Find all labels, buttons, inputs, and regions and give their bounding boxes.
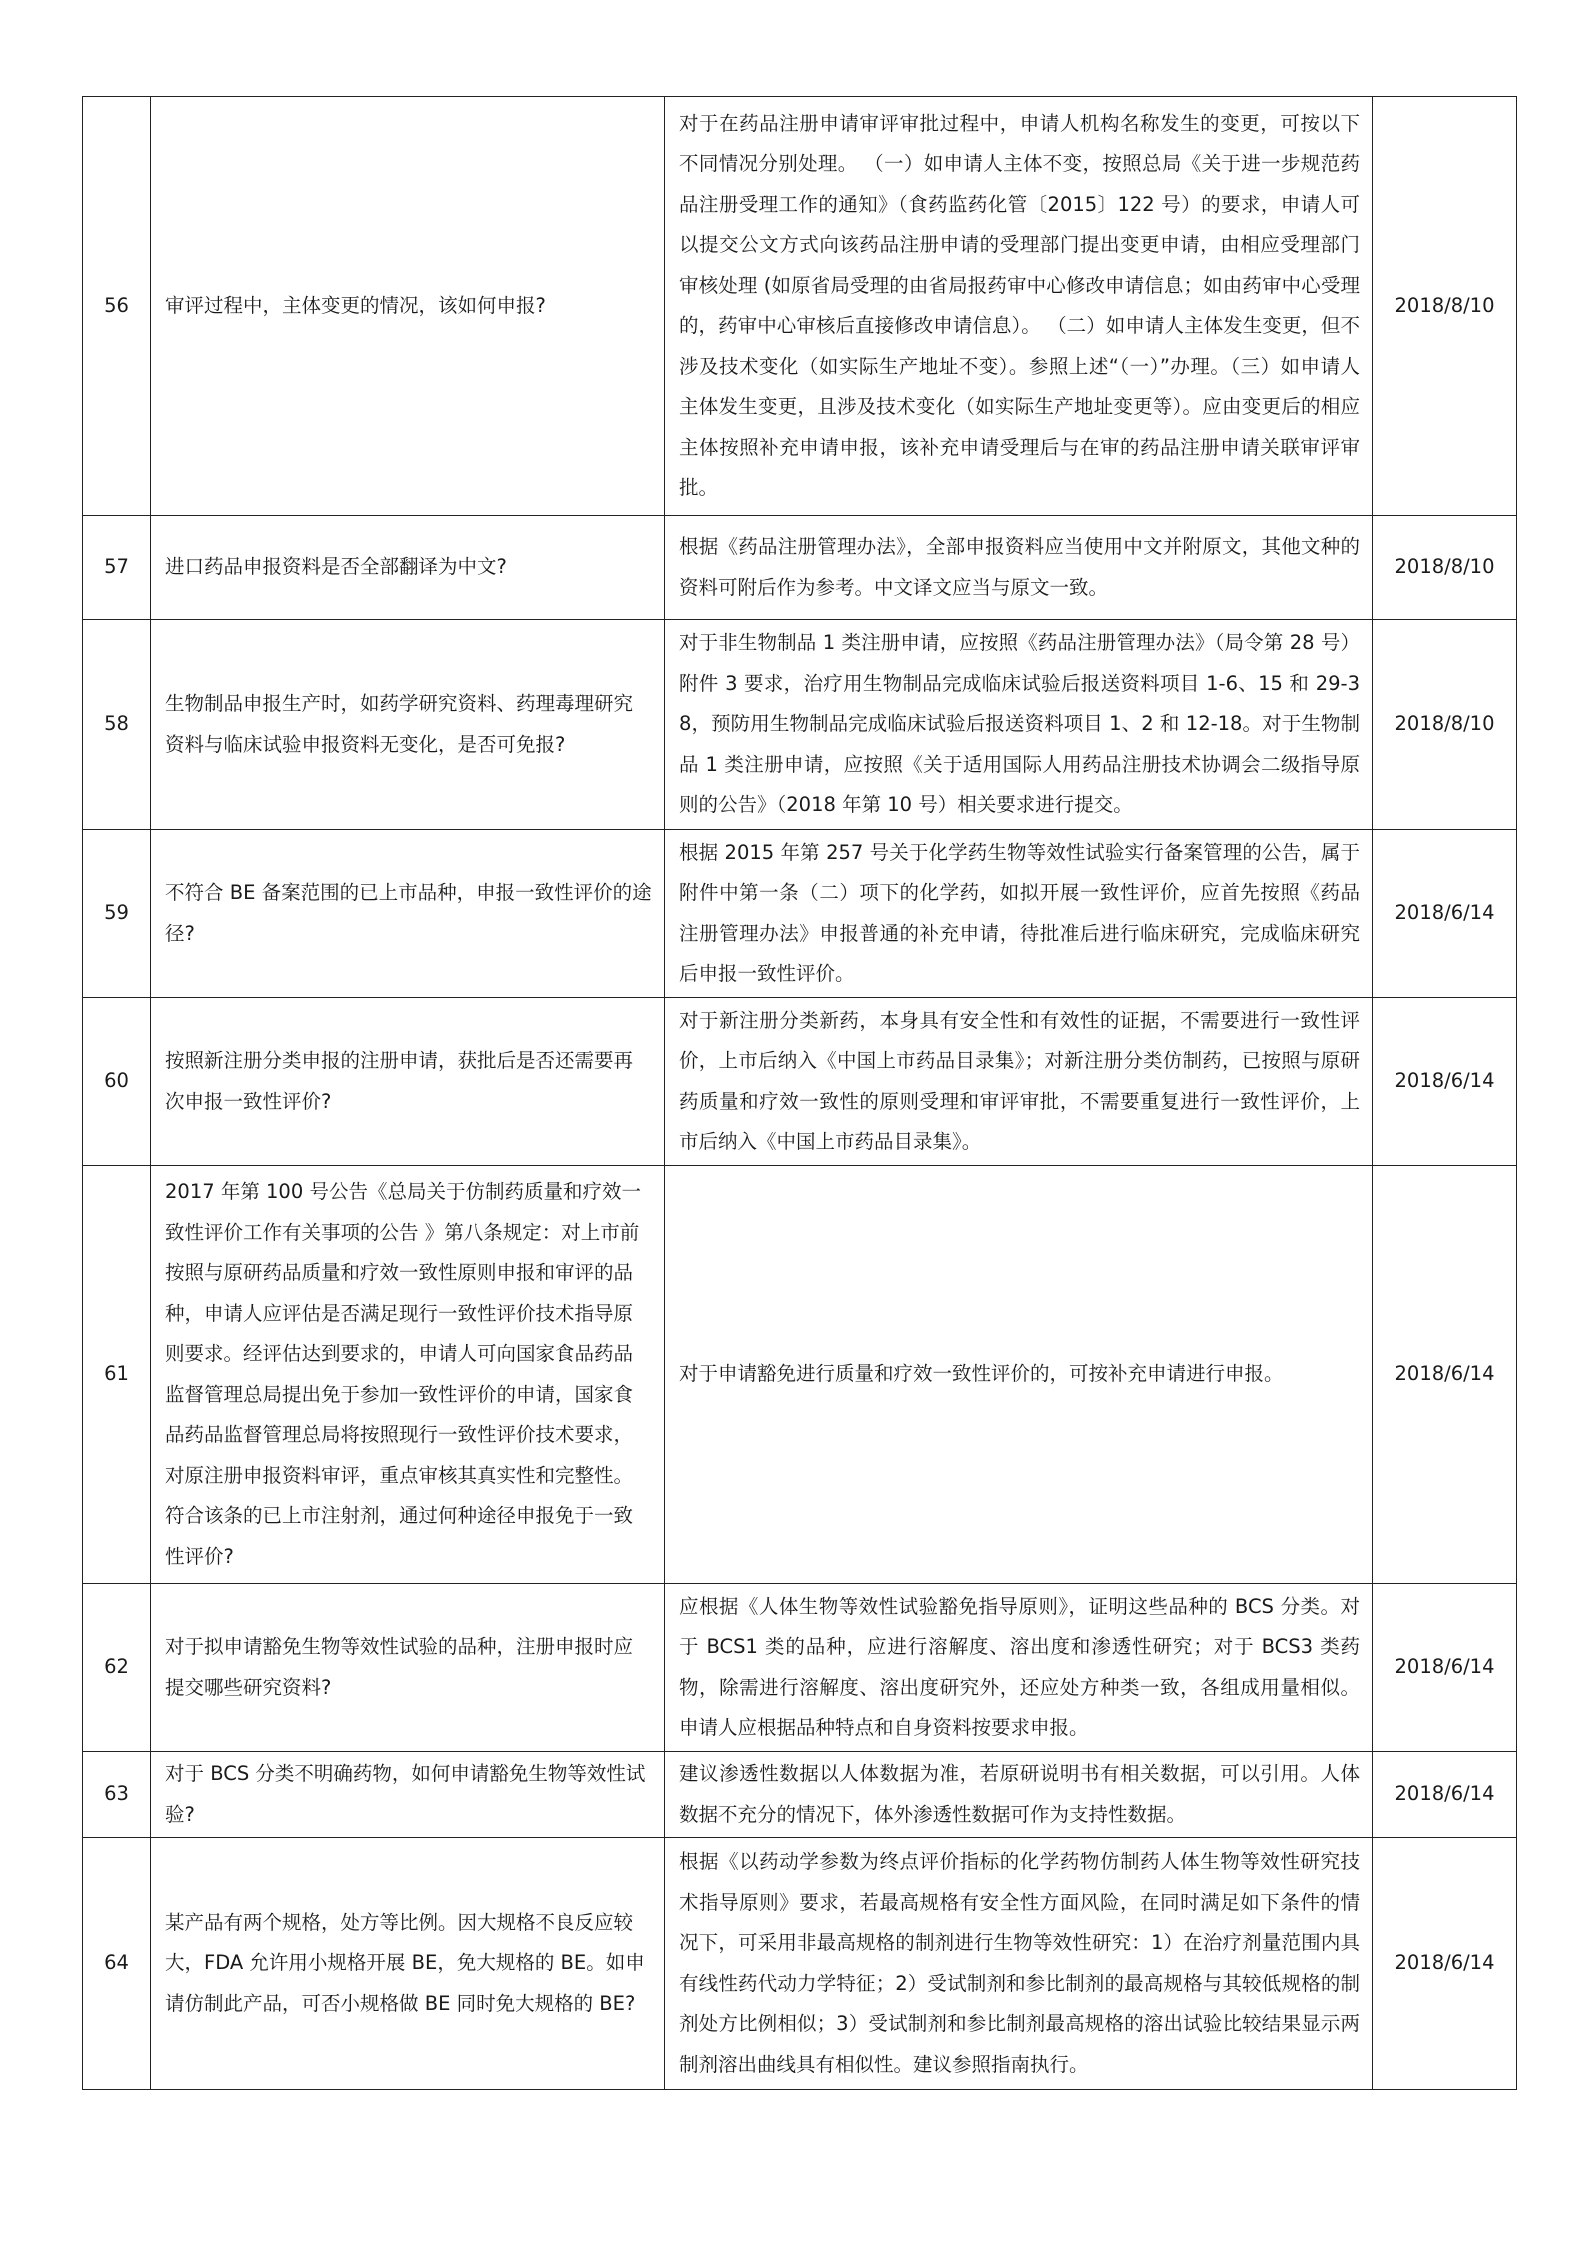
question-cell: 对于 BCS 分类不明确药物，如何申请豁免生物等效性试验?	[151, 1752, 665, 1838]
question-cell: 不符合 BE 备案范围的已上市品种，申报一致性评价的途径?	[151, 830, 665, 998]
answer-cell: 对于申请豁免进行质量和疗效一致性评价的，可按补充申请进行申报。	[665, 1166, 1373, 1584]
answer-cell: 根据《以药动学参数为终点评价指标的化学药物仿制药人体生物等效性研究技术指导原则》要求，若最高规格有安全性方面风险，在同时满足如下条件的情况下，可采用非最高规格的制剂进行生物等效性研究：1）在治疗剂量范围内具有线性药代动力学特征；2）受试制剂和参比制剂的最高规格与其较低规格的制剂处方比例相似；3）受试制剂和参比制剂最高规格的溶出试验比较结果显示两制剂溶出曲线具有相似性。建议参照指南执行。	[665, 1838, 1373, 2090]
date-cell: 2018/6/14	[1373, 1838, 1517, 2090]
table-row	[83, 1752, 1517, 1838]
question-cell: 按照新注册分类申报的注册申请，获批后是否还需要再次申报一致性评价?	[151, 998, 665, 1166]
table-row	[83, 998, 1517, 1166]
question-cell: 生物制品申报生产时，如药学研究资料、药理毒理研究资料与临床试验申报资料无变化，是否可免报?	[151, 620, 665, 830]
row-number: 58	[83, 620, 151, 830]
question-cell: 2017 年第 100 号公告《总局关于仿制药质量和疗效一致性评价工作有关事项的公告 》第八条规定：对上市前按照与原研药品质量和疗效一致性原则申报和审评的品种，申请人应评估是否满足现行一致性评价技术指导原则要求。经评估达到要求的，申请人可向国家食品药品监督管理总局提出免于参加一致性评价的申请，国家食品药品监督管理总局将按照现行一致性评价技术要求，对原注册申报资料审评，重点审核其真实性和完整性。符合该条的已上市注射剂，通过何种途径申报免于一致性评价?	[151, 1166, 665, 1584]
answer-cell: 对于非生物制品 1 类注册申请，应按照《药品注册管理办法》（局令第 28 号）附件 3 要求，治疗用生物制品完成临床试验后报送资料项目 1-6、15 和 29-38，预防用生物制品完成临床试验后报送资料项目 1、2 和 12-18。对于生物制品 1 类注册申请，应按照《关于适用国际人用药品注册技术协调会二级指导原则的公告》（2018 年第 10 号）相关要求进行提交。	[665, 620, 1373, 830]
date-cell: 2018/8/10	[1373, 516, 1517, 620]
question-cell: 对于拟申请豁免生物等效性试验的品种，注册申报时应提交哪些研究资料?	[151, 1584, 665, 1752]
date-cell: 2018/8/10	[1373, 97, 1517, 516]
row-number: 59	[83, 830, 151, 998]
row-number: 57	[83, 516, 151, 620]
date-cell: 2018/6/14	[1373, 998, 1517, 1166]
table-row	[83, 1166, 1517, 1584]
row-number: 60	[83, 998, 151, 1166]
table-row	[83, 97, 1517, 516]
question-cell: 某产品有两个规格，处方等比例。因大规格不良反应较大，FDA 允许用小规格开展 BE，免大规格的 BE。如申请仿制此产品，可否小规格做 BE 同时免大规格的 BE?	[151, 1838, 665, 2090]
row-number: 56	[83, 97, 151, 516]
answer-cell: 对于在药品注册申请审评审批过程中，申请人机构名称发生的变更，可按以下不同情况分别处理。 （一）如申请人主体不变，按照总局《关于进一步规范药品注册受理工作的通知》（食药监药化管〔2015〕122 号）的要求，申请人可以提交公文方式向该药品注册申请的受理部门提出变更申请，由相应受理部门审核处理 (如原省局受理的由省局报药审中心修改申请信息；如由药审中心受理的，药审中心审核后直接修改申请信息）。 （二）如申请人主体发生变更，但不涉及技术变化（如实际生产地址不变）。参照上述“（一）”办理。（三）如申请人主体发生变更，且涉及技术变化（如实际生产地址变更等）。应由变更后的相应主体按照补充申请申报，该补充申请受理后与在审的药品注册申请关联审评审批。	[665, 97, 1373, 516]
date-cell: 2018/6/14	[1373, 1752, 1517, 1838]
date-cell: 2018/6/14	[1373, 1166, 1517, 1584]
table-row	[83, 1584, 1517, 1752]
date-cell: 2018/8/10	[1373, 620, 1517, 830]
row-number: 64	[83, 1838, 151, 2090]
table-row	[83, 830, 1517, 998]
answer-cell: 根据《药品注册管理办法》，全部申报资料应当使用中文并附原文，其他文种的资料可附后作为参考。中文译文应当与原文一致。	[665, 516, 1373, 620]
row-number: 63	[83, 1752, 151, 1838]
qa-table	[82, 96, 1517, 2090]
question-cell: 进口药品申报资料是否全部翻译为中文?	[151, 516, 665, 620]
answer-cell: 对于新注册分类新药，本身具有安全性和有效性的证据，不需要进行一致性评价，上市后纳入《中国上市药品目录集》；对新注册分类仿制药，已按照与原研药质量和疗效一致性的原则受理和审评审批，不需要重复进行一致性评价，上市后纳入《中国上市药品目录集》。	[665, 998, 1373, 1166]
answer-cell: 根据 2015 年第 257 号关于化学药生物等效性试验实行备案管理的公告，属于附件中第一条（二）项下的化学药，如拟开展一致性评价，应首先按照《药品注册管理办法》申报普通的补充申请，待批准后进行临床研究，完成临床研究后申报一致性评价。	[665, 830, 1373, 998]
question-cell: 审评过程中，主体变更的情况，该如何申报?	[151, 97, 665, 516]
row-number: 62	[83, 1584, 151, 1752]
answer-cell: 应根据《人体生物等效性试验豁免指导原则》，证明这些品种的 BCS 分类。对于 BCS1 类的品种，应进行溶解度、溶出度和渗透性研究；对于 BCS3 类药物，除需进行溶解度、溶出度研究外，还应处方种类一致，各组成用量相似。申请人应根据品种特点和自身资料按要求申报。	[665, 1584, 1373, 1752]
date-cell: 2018/6/14	[1373, 830, 1517, 998]
table-row	[83, 1838, 1517, 2090]
answer-cell: 建议渗透性数据以人体数据为准，若原研说明书有相关数据，可以引用。人体数据不充分的情况下，体外渗透性数据可作为支持性数据。	[665, 1752, 1373, 1838]
table-row	[83, 516, 1517, 620]
table-row	[83, 620, 1517, 830]
row-number: 61	[83, 1166, 151, 1584]
date-cell: 2018/6/14	[1373, 1584, 1517, 1752]
